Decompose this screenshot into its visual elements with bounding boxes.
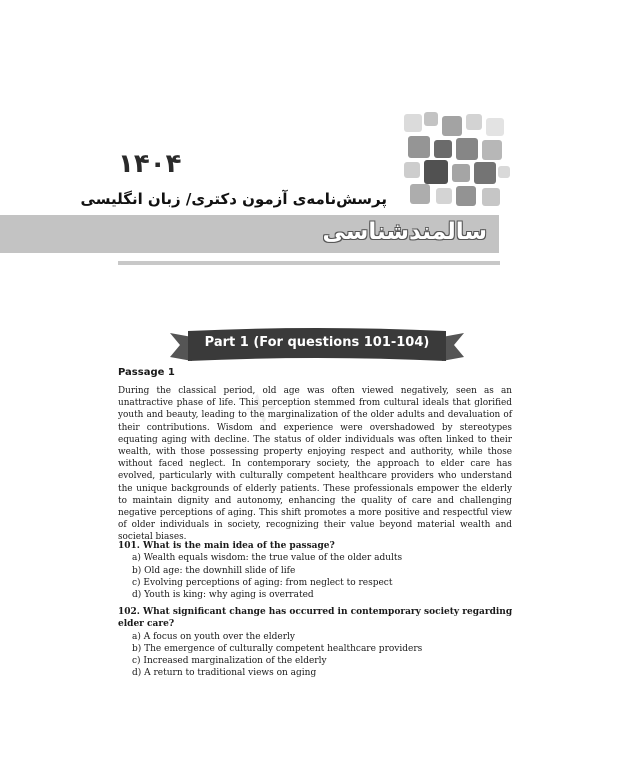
question-102 <box>118 606 518 680</box>
answer-option[interactable]: c) Evolving perceptions of aging: from neglect to respect <box>132 577 393 588</box>
answer-option[interactable]: b) The emergence of culturally competent healthcare providers <box>132 643 423 654</box>
field-banner <box>0 215 499 253</box>
watermark: ⅹ <box>233 376 291 430</box>
question-stem: 101. What is the main idea of the passage? <box>118 541 335 551</box>
header-divider <box>118 261 500 265</box>
passage-text: During the classical period, old age was often viewed negatively, seen as an unattractive phase of life. This perception stemmed from cultural ideals that glorified youth and beauty, leading to the marginalization of the older adults and devaluation of their contributions. Wisdom and experience were overshadowed by stereotypes equating aging with decline. The status of older individuals was often linked to their wealth, with those possessing property enjoying respect and authority, while those without faced neglect. In contemporary society, the approach to elder care has evolved, particularly with culturally competent healthcare providers who understand the unique backgrounds of elderly patients. These professionals empower the elderly to maintain dignity and autonomy, enhancing the quality of care and challenging negative perceptions of aging. This shift promotes a more positive and respectful view of older individuals in society, recognizing their value beyond material wealth and societal biases. <box>118 386 512 543</box>
exam-subtitle: پرسش‌نامه‌ی آزمون دکتری/ زبان انگلیسی <box>80 190 387 208</box>
question-stem: 102. What significant change has occurred in contemporary society regarding elder care? <box>118 607 513 630</box>
answer-option[interactable]: c) Increased marginalization of the elderly <box>132 656 327 667</box>
answer-option[interactable]: d) A return to traditional views on aging <box>132 668 317 679</box>
question-101 <box>118 540 518 601</box>
passage-title: Passage 1 <box>118 367 175 378</box>
answer-option[interactable]: a) A focus on youth over the elderly <box>132 631 295 642</box>
answer-option[interactable]: a) Wealth equals wisdom: the true value of the older adults <box>132 553 403 564</box>
field-title: سالمندشناسی <box>322 219 487 245</box>
answer-options <box>118 631 518 680</box>
exam-year: ۱۴۰۴ <box>118 149 182 179</box>
answer-option[interactable]: d) Youth is king: why aging is overrated <box>132 590 314 601</box>
decorative-squares-graphic <box>402 112 512 212</box>
part-heading: Part 1 (For questions 101-104) <box>204 335 430 350</box>
answer-option[interactable]: b) Old age: the downhill slide of life <box>132 565 296 576</box>
answer-options <box>118 552 518 601</box>
